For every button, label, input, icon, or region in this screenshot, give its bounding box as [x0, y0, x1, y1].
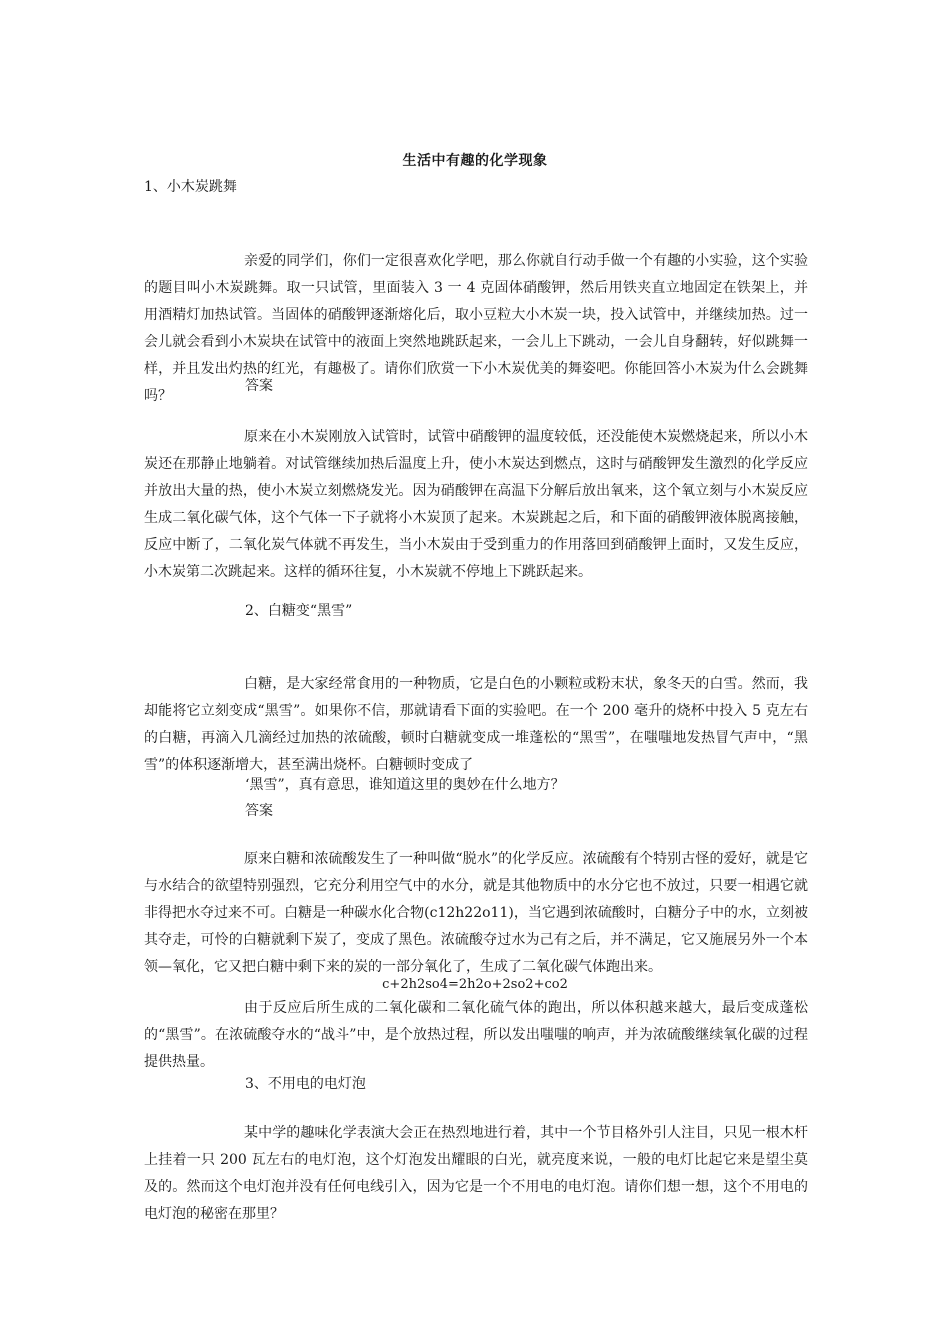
section2-question-cont: ‘黑雪”，真有意思，谁知道这里的奥妙在什么地方？	[245, 777, 565, 793]
section1-answer	[144, 424, 808, 586]
chemical-formula: c+2h2so4=2h2o+2so2+co2	[382, 977, 568, 992]
section1-heading: 1、小木炭跳舞	[144, 179, 237, 195]
section2-explanation	[144, 995, 808, 1076]
section1-answer-text: 原来在小木炭刚放入试管时，试管中硝酸钾的温度较低，还没能使木炭燃烧起来，所以小木炭还在那静止地躺着。对试管继续加热后温度上升，使小木炭达到燃点，这时与硝酸钾发生激烈的化学反应并放出大量的热，使小木炭立刻燃烧发光。因为硝酸钾在高温下分解后放出氧来，这个氧立刻与小木炭反应生成二氧化碳气体，这个气体一下子就将小木炭顶了起来。木炭跳起之后，和下面的硝酸钾液体脱离接触，反应中断了，二氧化炭气体就不再发生，当小木炭由于受到重力的作用落回到硝酸钾上面时，又发生反应，小木炭第二次跳起来。这样的循环往复，小木炭就不停地上下跳跃起来。	[144, 429, 808, 580]
section2-answer-label: 答案	[245, 803, 273, 819]
section3-question	[144, 1120, 808, 1228]
section2-question	[144, 671, 808, 779]
section2-answer	[144, 846, 808, 981]
section3-heading: 3、不用电的电灯泡	[245, 1076, 366, 1092]
section3-question-text: 某中学的趣味化学表演大会正在热烈地进行着，其中一个节目格外引人注目，只见一根木杆上挂着一只 200 瓦左右的电灯泡，这个灯泡发出耀眼的白光，就亮度来说，一般的电灯比起它来是望尘莫及的。然而这个电灯泡并没有任何电线引入，因为它是一个不用电的电灯泡。请你们想一想，这个不用电的电灯泡的秘密在那里？	[144, 1125, 808, 1222]
section2-explanation-text: 由于反应后所生成的二氧化碳和二氧化硫气体的跑出，所以体积越来越大，最后变成蓬松的“黑雪”。在浓硫酸夺水的“战斗”中，是个放热过程，所以发出嗤嗤的响声，并为浓硫酸继续氧化碳的过程提供热量。	[144, 1000, 808, 1070]
section1-question-text: 亲爱的同学们，你们一定很喜欢化学吧，那么你就自行动手做一个有趣的小实验，这个实验的题目叫小木炭跳舞。取一只试管，里面装入 3 一 4 克固体硝酸钾，然后用铁夹直立地固定在铁架上，并用酒精灯加热试管。当固体的硝酸钾逐渐熔化后，取小豆粒大小木炭一块，投入试管中，并继续加热。过一会儿就会看到小木炭块在试管中的液面上突然地跳跃起来，一会儿上下跳动，一会儿自身翻转，好似跳舞一样，并且发出灼热的红光，有趣极了。请你们欣赏一下小木炭优美的舞姿吧。你能回答小木炭为什么会跳舞吗？	[144, 253, 808, 404]
section2-question-text: 白糖，是大家经常食用的一种物质，它是白色的小颗粒或粉末状，象冬天的白雪。然而，我却能将它立刻变成“黑雪”。如果你不信，那就请看下面的实验吧。在一个 200 毫升的烧杯中投入 5 克左右的白糖，再滴入几滴经过加热的浓硫酸，顿时白糖就变成一堆蓬松的“黑雪”，在嗤嗤地发热冒气声中，“黑雪”的体积逐渐增大，甚至满出烧杯。白糖顿时变成了	[144, 676, 808, 773]
document-title: 生活中有趣的化学现象	[402, 153, 548, 169]
section1-question	[144, 248, 808, 410]
section2-answer-text: 原来白糖和浓硫酸发生了一种叫做“脱水”的化学反应。浓硫酸有个特别古怪的爱好，就是它与水结合的欲望特别强烈，它充分利用空气中的水分，就是其他物质中的水分它也不放过，只要一相遇它就非得把水夺过来不可。白糖是一种碳水化合物(c12h22o11)，当它遇到浓硫酸时，白糖分子中的水，立刻被其夺走，可怜的白糖就剩下炭了，变成了黑色。浓硫酸夺过水为己有之后，并不满足，它又施展另外一个本领—氧化，它又把白糖中剩下来的炭的一部分氧化了，生成了二氧化碳气体跑出来。	[144, 851, 808, 975]
section2-heading: 2、白糖变“黑雪”	[245, 603, 353, 619]
section1-answer-label: 答案	[245, 378, 273, 394]
